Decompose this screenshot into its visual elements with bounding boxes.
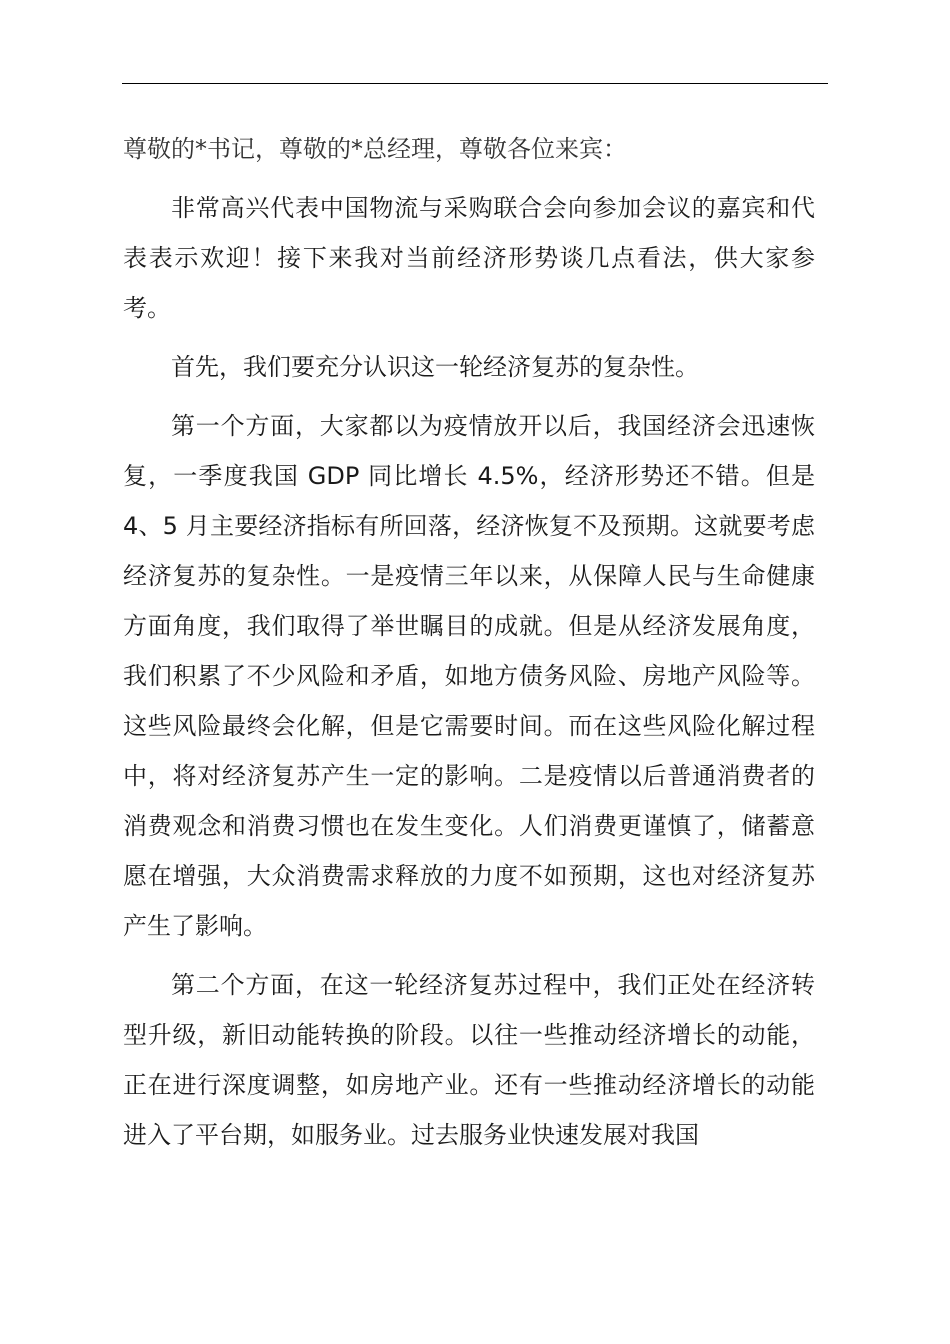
salutation: 尊敬的*书记，尊敬的*总经理，尊敬各位来宾： — [123, 135, 627, 163]
paragraph-first-point: 首先，我们要充分认识这一轮经济复苏的复杂性。 — [171, 353, 699, 381]
document-body — [123, 124, 815, 1169]
paragraph-aspect-two: 第二个方面，在这一轮经济复苏过程中，我们正处在经济转型升级，新旧动能转换的阶段。以往一些推动经济增长的动能，正在进行深度调整，如房地产业。还有一些推动经济增长的动能进入了平台期，如服务业。过去服务业快速发展对我国 — [123, 971, 815, 1149]
paragraph-welcome: 非常高兴代表中国物流与采购联合会向参加会议的嘉宾和代表表示欢迎！接下来我对当前经济形势谈几点看法，供大家参考。 — [123, 194, 815, 322]
header-divider — [122, 83, 828, 84]
paragraph-aspect-one: 第一个方面，大家都以为疫情放开以后，我国经济会迅速恢复，一季度我国 GDP 同比增长 4.5%，经济形势还不错。但是 4、5 月主要经济指标有所回落，经济恢复不及预期。这就要考虑经济复苏的复杂性。一是疫情三年以来，从保障人民与生命健康方面角度，我们取得了举世瞩目的成就。但是从经济发展角度，我们积累了不少风险和矛盾，如地方债务风险、房地产风险等。这些风险最终会化解，但是它需要时间。而在这些风险化解过程中，将对经济复苏产生一定的影响。二是疫情以后普通消费者的消费观念和消费习惯也在发生变化。人们消费更谨慎了，储蓄意愿在增强，大众消费需求释放的力度不如预期，这也对经济复苏产生了影响。 — [123, 412, 815, 940]
